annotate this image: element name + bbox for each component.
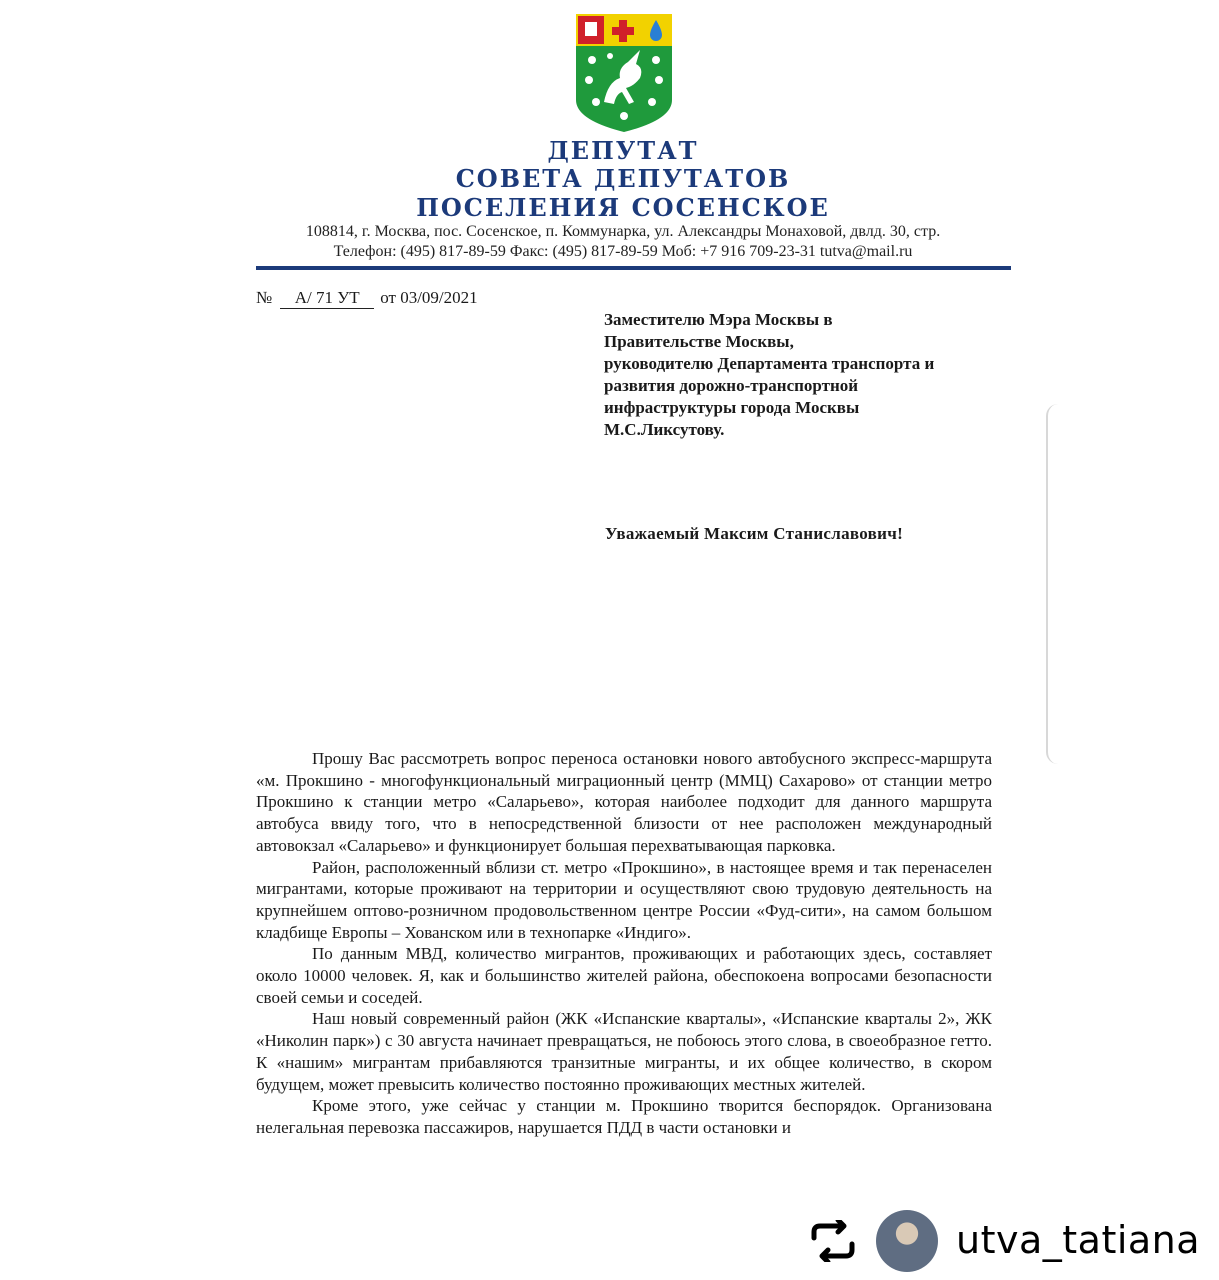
scroll-edge-indicator[interactable] — [1046, 404, 1062, 764]
header-address: 108814, г. Москва, пос. Сосенское, п. Коммунарка, ул. Александры Монаховой, двлд. 30, стр. — [305, 223, 941, 240]
recipient-line: инфраструктуры города Москвы — [604, 398, 860, 417]
reference-date: 03/09/2021 — [400, 288, 478, 307]
greeting: Уважаемый Максим Станиславович! — [605, 524, 904, 543]
user-avatar[interactable] — [876, 1210, 938, 1272]
recipient-line: Правительстве Москвы, — [604, 332, 794, 351]
recipient-line: руководителю Департамента транспорта и — [604, 354, 935, 373]
header-contacts: Телефон: (495) 817-89-59 Факс: (495) 817-89-59 Моб: +7 916 709-23-31 tutva@mail.ru — [333, 243, 913, 260]
header-council: СОВЕТА ДЕПУТАТОВ — [455, 164, 791, 193]
reference-number: А/ 71 УТ — [280, 288, 374, 309]
recipient-line: развития дорожно-транспортной — [604, 376, 859, 395]
document-reference — [256, 288, 478, 309]
recipient-line: Заместителю Мэра Москвы в — [604, 310, 833, 329]
recipient-block — [604, 309, 1004, 441]
body-paragraph: По данным МВД, количество мигрантов, проживающих и работающих здесь, составляет около 10000 человек. Я, как и большинство жителей района, обеспокоена вопросами безопасности своей семьи и соседей. — [256, 944, 992, 1007]
body-paragraph: Прошу Вас рассмотреть вопрос переноса остановки нового автобусного экспресс-маршрута «м. Прокшино - многофункциональный миграционный центр (ММЦ) Сахарово» от станции метро Прокшино к станции метро «Саларьево», которая наиболее подходит для данного маршрута автобуса ввиду того, что в непосредственной близости от нее расположен международный автовокзал «Саларьево» и функционирует большая перехватывающая парковка. — [256, 749, 992, 855]
header-settlement: ПОСЕЛЕНИЯ СОСЕНСКОЕ — [416, 193, 830, 222]
coat-of-arms-emblem — [574, 12, 674, 134]
letter-body — [256, 748, 992, 1139]
header-divider — [256, 266, 1011, 270]
reference-number-label: № — [256, 288, 273, 307]
reference-date-label: от — [380, 288, 396, 307]
body-paragraph: Наш новый современный район (ЖК «Испанские кварталы», «Испанские кварталы 2», ЖК «Николин парк») с 30 августа начинает превращаться, не побоюсь этого слова, в своеобразное гетто. К «нашим» мигрантам прибавляются транзитные мигранты, и их общее количество, в скором будущем, может превысить количество постоянно проживающих местных жителей. — [256, 1009, 992, 1094]
recipient-line: М.С.Ликсутову. — [604, 420, 725, 439]
header-deputat: ДЕПУТАТ — [547, 136, 699, 165]
repost-icon[interactable] — [808, 1220, 858, 1262]
username-label[interactable]: utva_tatiana — [956, 1218, 1201, 1262]
repost-footer — [808, 1208, 1208, 1272]
body-paragraph: Район, расположенный вблизи ст. метро «Прокшино», в настоящее время и так перенаселен мигрантами, которые проживают на территории и осуществляют свою трудовую деятельность на крупнейшем оптово-розничном продовольственном центре России «Фуд-сити», на самом большом кладбище Европы – Хованском или в технопарке «Индиго». — [256, 857, 992, 942]
body-paragraph: Кроме этого, уже сейчас у станции м. Прокшино творится беспорядок. Организована нелегальная перевозка пассажиров, нарушается ПДД в части остановки и — [256, 1096, 992, 1137]
